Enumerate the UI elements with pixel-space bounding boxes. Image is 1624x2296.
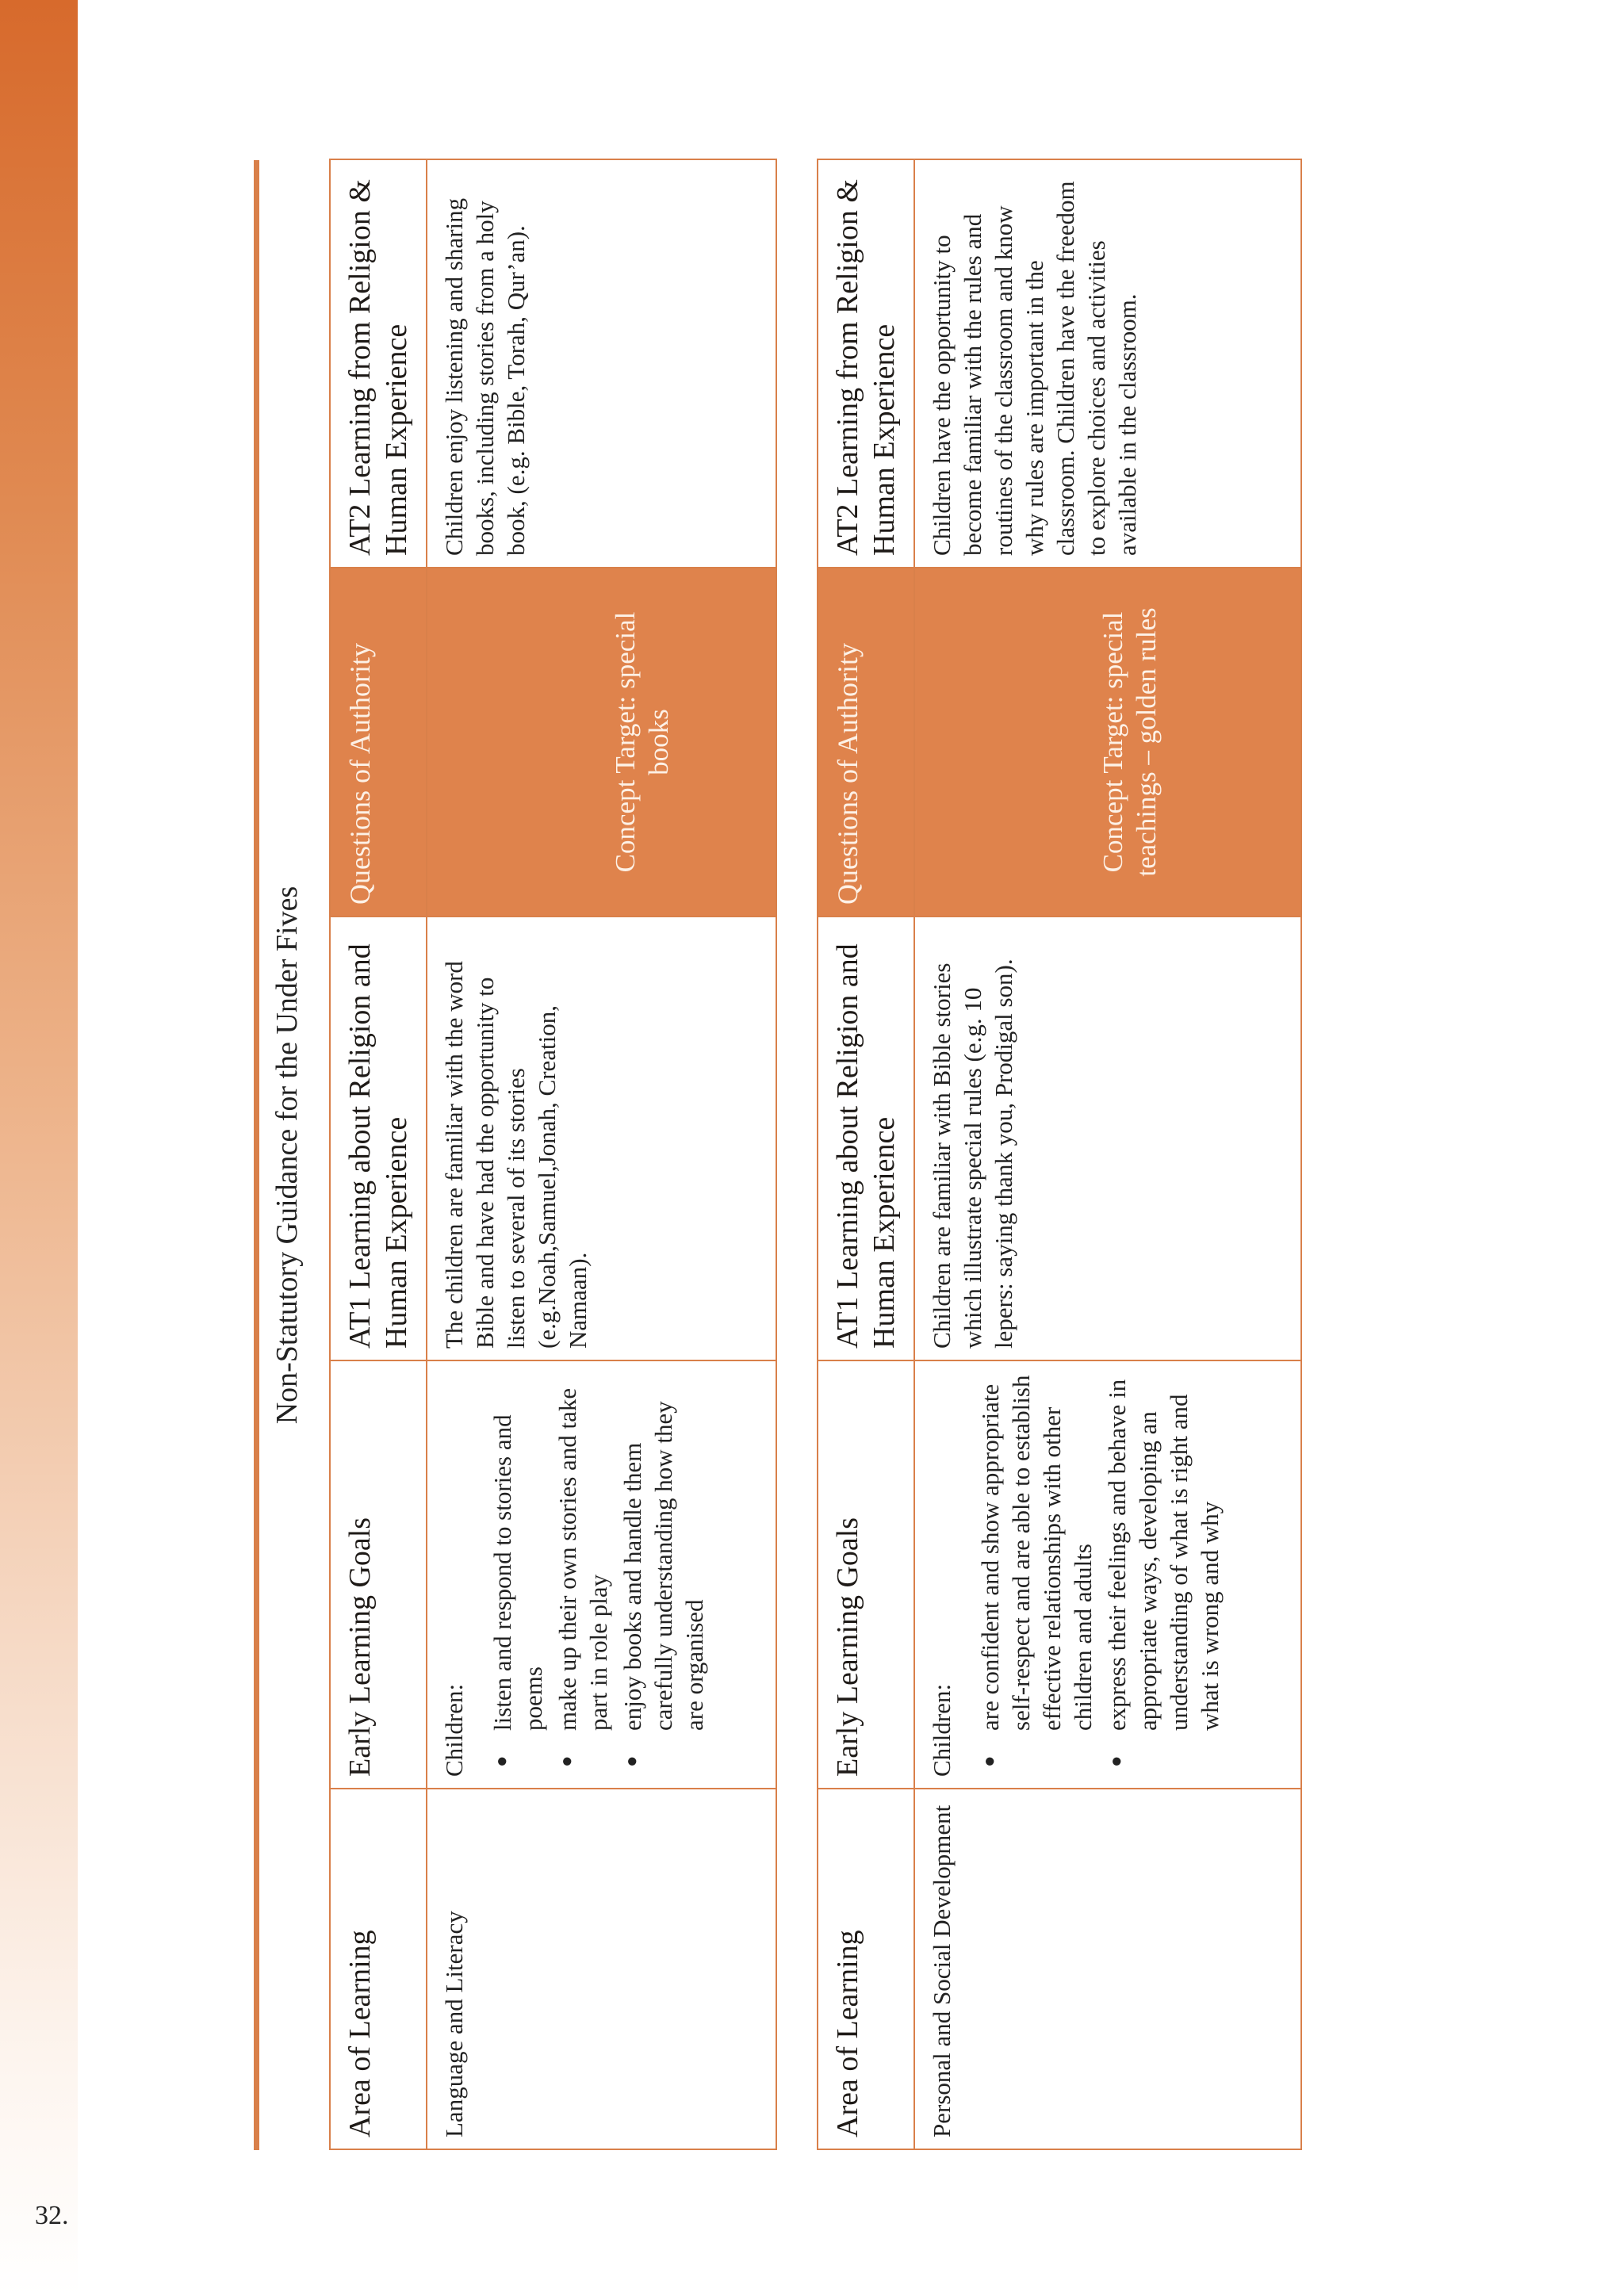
rotated-content: [254, 160, 1388, 2150]
cell-area: Personal and Social Development: [914, 1789, 1301, 2149]
list-item: ● make up their own stories and take part in role play: [552, 1372, 614, 1731]
page-title: Non-Statutory Guidance for the Under Fives: [270, 886, 304, 1425]
concept-target: Concept Target: special teachings – golden rules: [1097, 607, 1162, 877]
table-header-row: [818, 159, 914, 2149]
page-number: 32.: [35, 2201, 69, 2230]
header-at2: AT2 Learning from Religion & Human Experience: [818, 159, 914, 568]
cell-questions-of-authority: [914, 568, 1301, 916]
list-item: ● are confident and show appropriate self-respect and are able to establish effective relationships with other children and adults: [975, 1372, 1098, 1731]
cell-goals: [914, 1360, 1301, 1789]
table-row: [427, 159, 776, 2149]
header-at2: AT2 Learning from Religion & Human Experience: [330, 159, 427, 568]
cell-at1: The children are familiar with the word Bible and have had the opportunity to listen to several of its stories (e.g.Noah,Samuel,Jonah, Creation, Namaan).: [427, 916, 776, 1360]
cell-at2: Children enjoy listening and sharing books, including stories from a holy book, (e.g. Bible, Torah, Qur’an).: [427, 159, 776, 568]
cell-area: Language and Literacy: [427, 1789, 776, 2149]
cell-at2: Children have the opportunity to become familiar with the rules and routines of the classroom and know why rules are important in the classroom. Children have the freedom to explore choices and activities available in the classroom.: [914, 159, 1301, 568]
guidance-table-language-literacy: [329, 159, 777, 2150]
cell-goals: [427, 1360, 776, 1789]
header-early-learning-goals: Early Learning Goals: [330, 1360, 427, 1789]
cell-at1: Children are familiar with Bible stories which illustrate special rules (e.g. 10 lepers: saying thank you, Prodigal son).: [914, 916, 1301, 1360]
title-rule: [254, 160, 259, 2150]
concept-target: Concept Target: special books: [610, 611, 674, 873]
header-at1: AT1 Learning about Religion and Human Experience: [818, 916, 914, 1360]
guidance-table-personal-social: [817, 159, 1302, 2150]
side-color-bar: [0, 0, 78, 2296]
list-item: ● express their feelings and behave in appropriate ways, developing an understanding of what is right and what is wrong and why: [1101, 1372, 1225, 1731]
header-questions-of-authority: Questions of Authority: [330, 568, 427, 916]
goals-intro: Children:: [928, 1683, 956, 1777]
cell-questions-of-authority: [427, 568, 776, 916]
goals-list: [487, 1372, 710, 1777]
header-questions-of-authority: Questions of Authority: [818, 568, 914, 916]
header-area-of-learning: Area of Learning: [818, 1789, 914, 2149]
list-item: ● enjoy books and handle them carefully understanding how they are organised: [617, 1372, 710, 1731]
goals-intro: Children:: [440, 1683, 468, 1777]
header-early-learning-goals: Early Learning Goals: [818, 1360, 914, 1789]
header-area-of-learning: Area of Learning: [330, 1789, 427, 2149]
goals-list: [975, 1372, 1225, 1777]
table-header-row: [330, 159, 427, 2149]
header-at1: AT1 Learning about Religion and Human Experience: [330, 916, 427, 1360]
list-item: ● listen and respond to stories and poems: [487, 1372, 549, 1731]
table-row: [914, 159, 1301, 2149]
